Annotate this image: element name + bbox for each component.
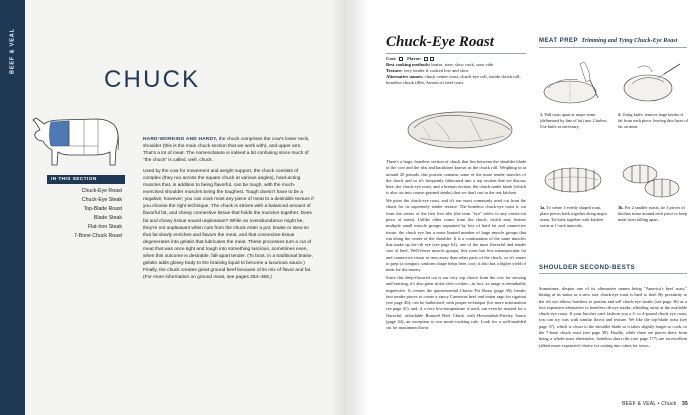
- best-methods-row: Best cooking methods: braise, stew, slow cook, sous vide: [386, 62, 494, 68]
- step-1-text: 1. Pull roast apart at major seam (delineated by line of fat) into 2 halves. Use knife as necessary.: [540, 112, 608, 130]
- right-page: [350, 0, 700, 415]
- sidebar-text: Sometimes, despite one of its alternative names being "America's beef roast," hitting at its status as a stew star, chuck-eye roast is hard to find. By proximity to the rib eye allows butchers to portion and sell chuck-eye steaks (see page 36) as a less expensive alternative to boneless rib-eye steaks, whittling away at the available chuck-eye roast. If your butcher can't fashion you a 3- to 4-pound chuck eye roast, you can try cuts with similar flavor and texture. We like the top-blade roast (see page 37), which is closer to the shoulder blade so it takes slightly longer to cook, or the 7-bone chuck roast (see page 38). Finally, while there are pieces there from being a whole-roast alternative, boneless short ribs (see page 177) are an excellent (albeit more expensive) choice for cutting into cubes for stews.: [539, 286, 687, 348]
- cut-description: [386, 159, 526, 333]
- chapter-title: CHUCK: [104, 66, 201, 93]
- sidebar-divider: [539, 273, 687, 274]
- step-3a-illustration-icon: [540, 150, 606, 206]
- section-item-7-bone-chuck-roast: 7-Bone Chuck Roast: [74, 233, 122, 239]
- in-this-section-box: [47, 175, 125, 241]
- section-item-chuck-eye-steak: Chuck-Eye Steak: [81, 197, 122, 203]
- section-item-chuck-eye-roast: Chuck-Eye Roast: [81, 188, 122, 194]
- roast-illustration-icon: [386, 102, 526, 152]
- footer-section: BEEF & VEAL: [622, 401, 657, 407]
- intro-paragraph-1: HARD-WORKING AND HARDY, the chuck comprises the cow's lower neck, shoulder (this is the main chuck section that we work with), and upper arm. That's a lot of meat. The nomenclature is indeed a bit confusing since much of "the chuck" is called, well, chuck.: [143, 137, 310, 164]
- step-3b-text: 3b. For 2 smaller roasts, tie 3 pieces of kitchen twine around each piece to keep meat from falling apart.: [618, 205, 687, 223]
- step-2-text: 2. Using knife, remove large knobs of fat from each piece, leaving thin layer of fat on meat.: [618, 112, 688, 130]
- page-number: 35: [682, 401, 688, 407]
- footer-chapter: Chuck: [661, 401, 677, 407]
- step-3a-text: 3a. To create 1 evenly shaped roast, place pieces back together along major seam. Tie back together with kitchen twine at 1-inch intervals.: [540, 205, 607, 229]
- step-2-illustration-icon: [618, 54, 684, 110]
- cost-rating-icon: [399, 57, 403, 61]
- step-3b-illustration-icon: [618, 150, 684, 206]
- title-divider: [386, 53, 526, 54]
- section-item-top-blade-roast: Top-Blade Roast: [83, 206, 122, 212]
- cost-flavor-row: Cost: Flavor:: [386, 56, 536, 62]
- intro-paragraph-2: Used by the cow for movement and weight support, the chuck consists of complex (they run across the square chuck at various angles), hard-acting muscles that, in addition to being flavorful, can be tough, with the much-exercised shoulder muscles being the toughest. Tough doesn't have to be a negative, however; you can cook most any piece of meat to a desirable texture if you choose the right technique. The chuck is striven with a balanced amount of flavorful fat, and chewy connective tissue that holds the muscles together. Does fat and chewy tissue sound unpleasant? While an overabundance might be, they're not unpleasant when cuts from the chuck enter a pot, braise or stew so that fat slowly enriches and flavors the meat, and that connective tissue degenerates into gelatin that lubricates the meat. These processes turn a cut of meat that was once tight and tough into something luscious, sometimes even, when this outcome is desirable, fall-apart tender. (To boot, in a traditional braise, gelatin adds glossy body to the braising liquid to become a luxurious sauce.) Finally, the chuck creates great ground beef because of its mix of flavor and fat. (For more information on ground meat, see pages 364–366.): [143, 169, 314, 280]
- footer-separator: •: [657, 401, 660, 407]
- article-paragraph: We prize the chuck-eye roast, and it's our most commonly used cut from the chuck for its supremely tender texture. The boneless chuck-eye roast is cut from the center of the first five ribs (the term "eye" refers to any center-cut piece of meat). Unlike other roasts from the chuck, which may feature multiple small muscle groups separated by lots of hard fat and connective tissue, the chuck eye has a more limited number of large muscle groups that run along the center of the shoulder. It is a continuation of the same muscles that make up the rib eye (see page 62), one of the most flavorful and tender cuts of beef. Well-fewer muscle groups, this roast has less intramuscular fat and connective tissue to trim away than other parts of the chuck, so it's easier to prep (a compact, uniform shape helps here, too); it also has a higher yield of meat for the money.: [386, 198, 526, 273]
- gutter-shadow: [330, 0, 350, 415]
- intro-lead-in: HARD-WORKING AND HARDY,: [143, 137, 218, 142]
- article-paragraph: Since this deep-flavored cut is our very top choice from the cow for stewing and braising, it's also great in the slow cooker—in fact, its range is remarkably impressive. It creates the quintessential Classic Pot Roast (page 40); breaks into tender pieces to create a saucy Carnewas beef and onion ragu for rigatoni (see page 46); can be barbecued, with proper technique (for more information see page 41); and, if a very low-temperature is used, can even be roasted for a flavorful, affordable Roasted Beef Chuck with Horseradish-Parsley Sauce (page 44), an exception to our moist-cooking rule. Look for a well-marbled cut for maximum flavor.: [386, 275, 526, 331]
- meat-prep-heading: MEAT PREP Trimming and Tying Chuck-Eye Roast: [539, 38, 678, 44]
- chapter-intro-text: [143, 136, 314, 281]
- meat-prep-divider: [539, 47, 687, 48]
- in-this-section-list: [47, 184, 125, 241]
- alt-names-row: Alternative names: chuck center roast, chuck-eye roll, inside chuck roll, boneless chuck fillet, America's beef roast: [386, 74, 521, 86]
- left-page: [0, 0, 347, 415]
- cut-metadata: [386, 56, 536, 86]
- in-this-section-heading: IN THIS SECTION: [47, 175, 125, 184]
- section-item-blade-steak: Blade Steak: [94, 215, 122, 221]
- cow-cut-diagram-icon: [30, 108, 122, 171]
- gutter-shadow: [350, 0, 368, 415]
- flavor-rating-icon: [424, 57, 428, 61]
- section-item-flat-iron-steak: Flat-Iron Steak: [87, 224, 122, 230]
- step-1-illustration-icon: [540, 54, 606, 110]
- side-tab-label: BEEF & VEAL: [9, 28, 16, 74]
- sidebar-heading: SHOULDER SECOND-BESTS: [539, 264, 636, 271]
- article-paragraph: There's a large, boneless section of chuck that lies between the shoulder blade of the cow and the ribs and backbone known as the chuck roll. Weighing in at around 20 pounds, this portion contains some of the more tender muscles of the chuck and so it's frequently fabricated into a top section that we discuss here, the chuck-eye roast, and a bottom section, the chuck under blade (which is also cut into coarse-grained steaks) that we don't use in the test kitchen.: [386, 159, 526, 196]
- cut-title: Chuck-Eye Roast: [386, 34, 494, 50]
- section-side-tab: [0, 0, 25, 415]
- meat-prep-subheading: Trimming and Tying Chuck-Eye Roast: [581, 38, 678, 44]
- page-footer: [622, 401, 688, 407]
- texture-row: Texture: very tender if cooked low and slow: [386, 68, 469, 74]
